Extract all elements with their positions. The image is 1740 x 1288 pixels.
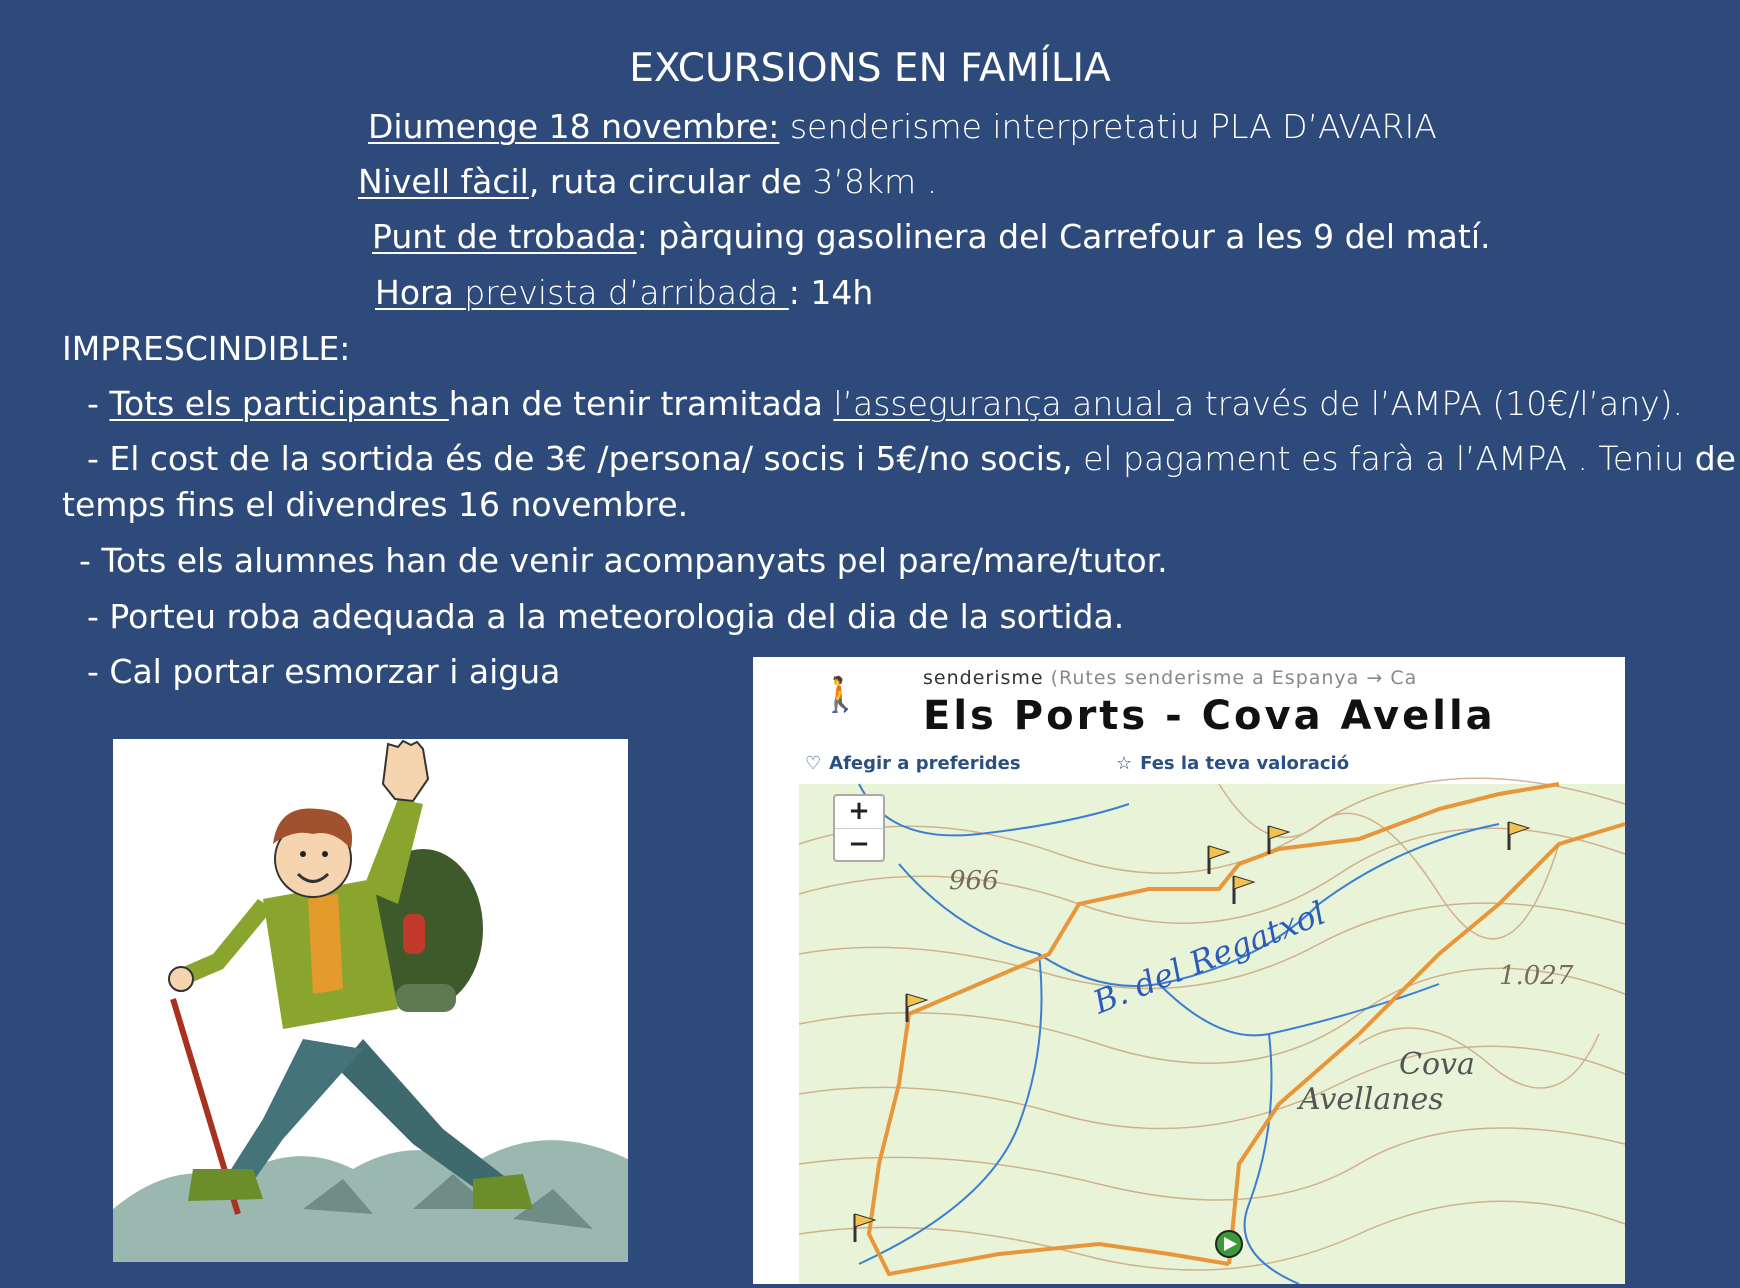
required-heading: IMPRESCINDIBLE: xyxy=(62,329,351,368)
waving-hand xyxy=(383,741,428,801)
front-boot xyxy=(188,1169,263,1201)
rate-link[interactable] xyxy=(1116,753,1349,774)
route-title: Els Ports - Cova Avella xyxy=(923,693,1496,739)
meeting-line xyxy=(372,217,1490,257)
waypoint-flag-icon xyxy=(1209,846,1229,874)
cave-label-a: Cova xyxy=(1399,1047,1475,1082)
hiking-icon: 🚶 xyxy=(819,675,862,715)
category-label[interactable]: senderisme xyxy=(923,667,1044,689)
cost-c: de xyxy=(1694,439,1736,478)
page-title: EXCURSIONS EN FAMÍLIA xyxy=(629,46,1111,91)
insurance-t1: han de tenir tramitada xyxy=(448,384,834,423)
zoom-in-button[interactable]: + xyxy=(848,796,870,826)
bottle xyxy=(403,914,425,954)
breadcrumb[interactable]: (Rutes senderisme a Espanya → Ca xyxy=(1043,667,1418,689)
water-streams xyxy=(859,784,1499,1284)
shirt xyxy=(308,894,343,994)
students-item: - Tots els alumnes han de venir acompanyats pel pare/mare/tutor. xyxy=(79,541,1168,580)
arrival-line xyxy=(375,273,873,313)
eye-left xyxy=(300,851,306,857)
star-icon: ☆ xyxy=(1116,753,1133,774)
level-text: , ruta circular de xyxy=(528,162,813,201)
meeting-label: Punt de trobada xyxy=(372,217,637,256)
distance-text: 3’8km . xyxy=(812,162,938,201)
zoom-control xyxy=(833,794,885,862)
insurance-u1: Tots els participants xyxy=(109,384,449,423)
arrival-label-b: prevista d’arribada xyxy=(464,273,789,312)
date-label: Diumenge 18 novembre: xyxy=(368,107,780,146)
start-marker-icon xyxy=(1216,1231,1242,1257)
route-path xyxy=(869,784,1625,1274)
cave-label-b: Avellanes xyxy=(1299,1082,1444,1117)
pole-arm xyxy=(183,899,273,984)
clothes-item: - Porteu roba adequada a la meteorologia del dia de la sortida. xyxy=(87,597,1125,636)
insurance-item xyxy=(87,384,1683,424)
eye-right xyxy=(322,851,328,857)
heart-icon: ♡ xyxy=(805,753,822,774)
hiker-drawing xyxy=(113,739,628,1262)
waypoint-flag-icon xyxy=(1234,876,1254,904)
arrival-label-a: Hora xyxy=(375,273,465,312)
hiker-illustration xyxy=(113,739,628,1262)
level-line xyxy=(358,162,937,202)
pole-hand xyxy=(169,967,193,991)
add-favorites-label: Afegir a preferides xyxy=(829,753,1021,774)
insurance-u2: l’assegurança anual xyxy=(833,384,1175,423)
rate-label: Fes la teva valoració xyxy=(1140,753,1350,774)
zoom-out-button[interactable]: − xyxy=(835,828,883,861)
peak2-label: 1.027 xyxy=(1499,961,1574,991)
cost-b: el pagament es farà a l’AMPA . Teniu xyxy=(1072,439,1695,478)
arrival-text: : 14h xyxy=(788,273,874,312)
insurance-t2: a través de l’AMPA (10€/l’any). xyxy=(1174,384,1684,423)
cost-item xyxy=(87,439,1736,479)
map-drawing xyxy=(799,784,1625,1284)
cost-a: - El cost de la sortida és de 3€ /persona/ socis i 5€/no socis, xyxy=(87,439,1073,478)
insurance-prefix: - xyxy=(87,384,110,423)
waypoint-flag-icon xyxy=(1509,822,1529,850)
meeting-text: : pàrquing gasolinera del Carrefour a les 9 del matí. xyxy=(636,217,1491,256)
map-header xyxy=(753,657,1625,782)
map-canvas[interactable] xyxy=(799,784,1625,1284)
sleeping-roll xyxy=(396,984,456,1012)
back-boot xyxy=(473,1174,533,1209)
cost-item-cont: temps fins el divendres 16 novembre. xyxy=(62,485,689,524)
level-label: Nivell fàcil xyxy=(358,162,529,201)
food-item: - Cal portar esmorzar i aigua xyxy=(87,652,561,691)
date-text: senderisme interpretatiu PLA D’AVARIA xyxy=(779,107,1437,146)
map-category xyxy=(923,667,1417,689)
date-line xyxy=(368,107,1437,147)
peak-label: 966 xyxy=(949,866,999,896)
route-map-panel xyxy=(753,657,1625,1284)
stream-label: B. del Regatxol xyxy=(1087,893,1331,1022)
add-favorites-link[interactable] xyxy=(805,753,1021,774)
